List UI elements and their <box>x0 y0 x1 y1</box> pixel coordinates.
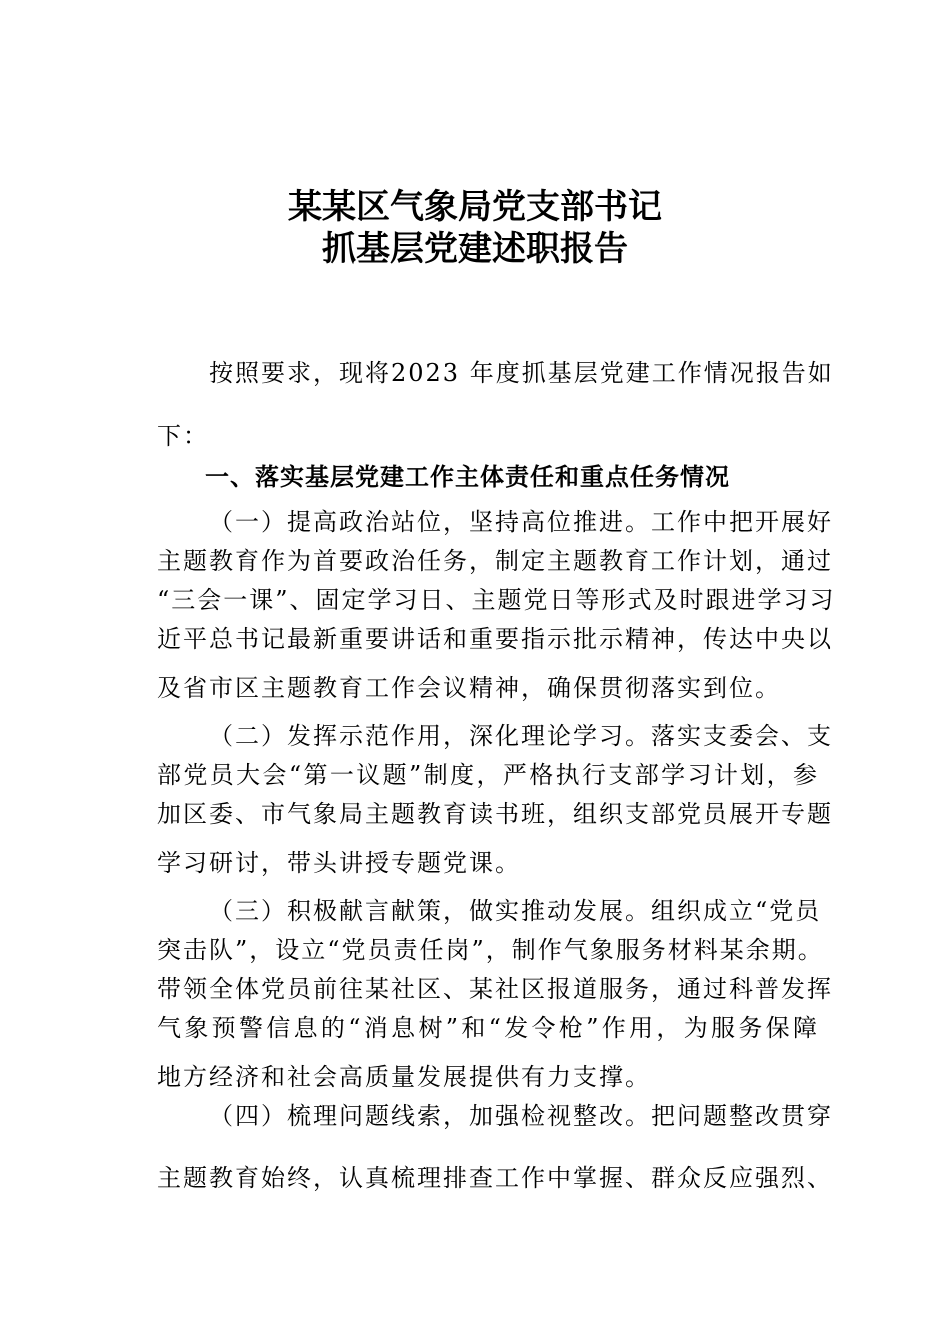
paragraph-2-line-2: 部党员大会“第一议题”制度，严格执行支部学习计划，参 <box>157 761 819 789</box>
paragraph-1-line-1: （一）提高政治站位，坚持高位推进。工作中把开展好 <box>209 508 833 536</box>
paragraph-3-line-2: 突击队”，设立“党员责任岗”，制作气象服务材料某余期。 <box>157 936 824 964</box>
section-heading-1: 一、落实基层党建工作主体责任和重点任务情况 <box>205 463 730 491</box>
paragraph-3-line-4: 气象预警信息的“消息树”和“发令枪”作用，为服务保障 <box>157 1014 819 1042</box>
paragraph-4-line-2: 主题教育始终，认真梳理排查工作中掌握、群众反应强烈、 <box>157 1164 833 1192</box>
paragraph-1-line-3: “三会一课”、固定学习日、主题党日等形式及时跟进学习习 <box>157 586 836 614</box>
paragraph-intro-line-2: 下： <box>157 422 209 450</box>
paragraph-3-line-3: 带领全体党员前往某社区、某社区报道服务，通过科普发挥 <box>157 975 833 1003</box>
paragraph-4-line-1: （四）梳理问题线索，加强检视整改。把问题整改贯穿 <box>209 1102 833 1130</box>
paragraph-3-line-1: （三）积极献言献策，做实推动发展。组织成立“党员 <box>209 897 822 925</box>
title-line-1: 某某区气象局党支部书记 <box>288 187 662 227</box>
paragraph-1-line-2: 主题教育作为首要政治任务，制定主题教育工作计划，通过 <box>157 547 833 575</box>
paragraph-2-line-4: 学习研讨，带头讲授专题党课。 <box>157 849 521 877</box>
paragraph-2-line-3: 加区委、市气象局主题教育读书班，组织支部党员展开专题 <box>157 800 833 828</box>
title-line-2: 抓基层党建述职报告 <box>322 229 628 269</box>
paragraph-intro-line-1: 按照要求，现将2023 年度抓基层党建工作情况报告如 <box>209 359 834 387</box>
document-title <box>0 186 950 270</box>
paragraph-3-line-5: 地方经济和社会高质量发展提供有力支撑。 <box>157 1063 651 1091</box>
paragraph-1-line-5: 及省市区主题教育工作会议精神，确保贯彻落实到位。 <box>157 674 781 702</box>
paragraph-1-line-4: 近平总书记最新重要讲话和重要指示批示精神，传达中央以 <box>157 625 833 653</box>
paragraph-2-line-1: （二）发挥示范作用，深化理论学习。落实支委会、支 <box>209 722 833 750</box>
